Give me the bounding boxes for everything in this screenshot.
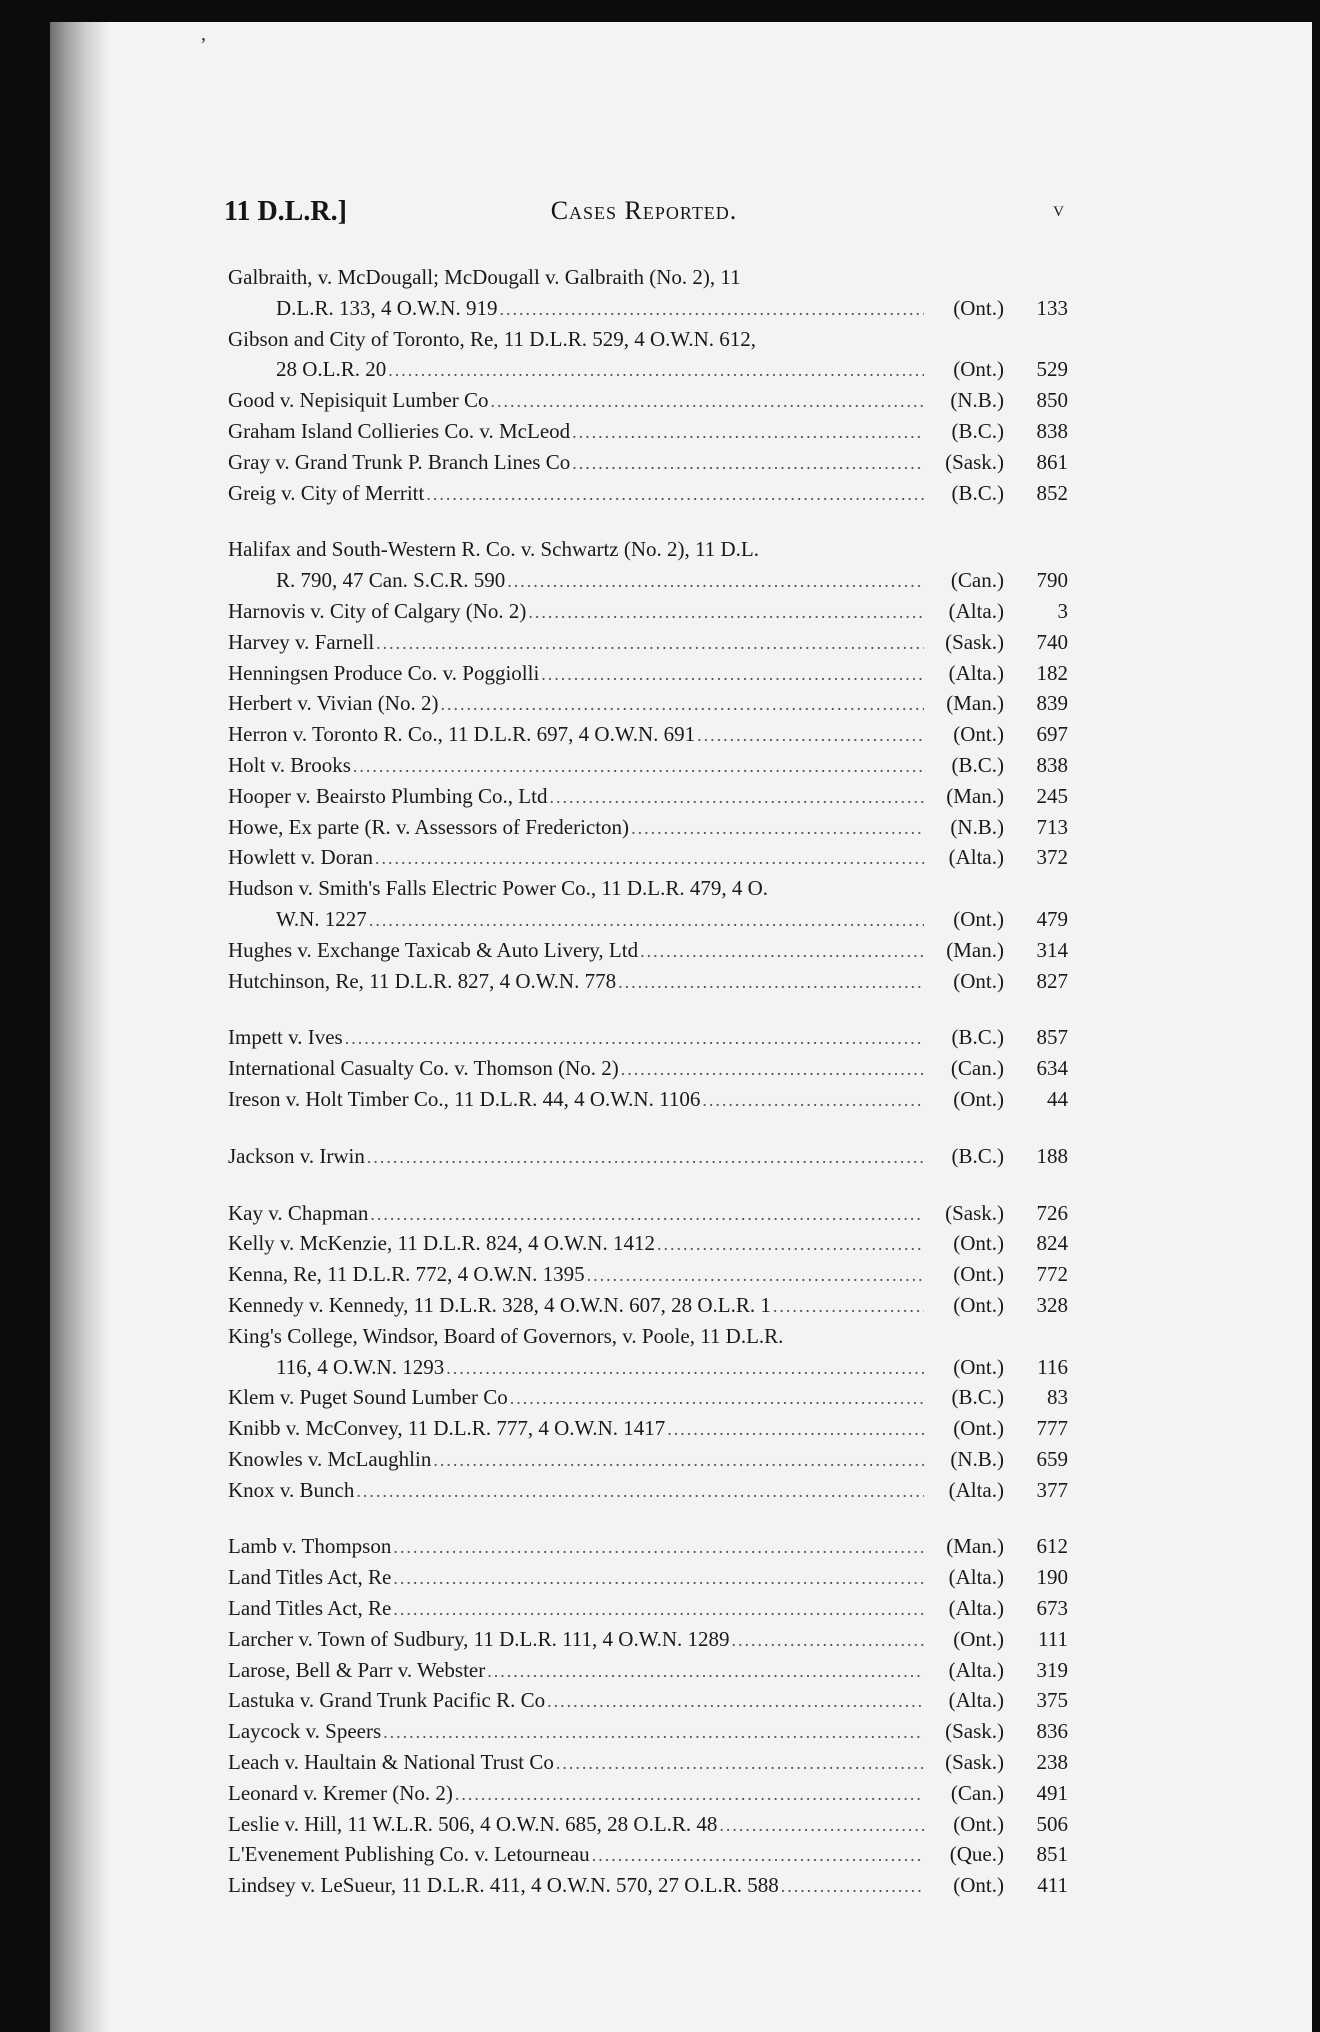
case-name: Impett v. Ives xyxy=(228,1025,343,1050)
dot-leader xyxy=(491,386,924,417)
case-page-number: 111 xyxy=(1038,1626,1068,1651)
case-line xyxy=(228,1778,1068,1809)
dot-leader xyxy=(781,1871,924,1902)
case-entry xyxy=(228,1413,1068,1444)
province: (Ont.) xyxy=(953,1231,1004,1256)
case-name: W.N. 1227 xyxy=(276,906,367,931)
case-page-number: 740 xyxy=(1036,629,1068,654)
case-name: Hooper v. Beairsto Plumbing Co., Ltd xyxy=(228,783,548,808)
province: (Ont.) xyxy=(953,1292,1004,1317)
case-line xyxy=(228,1413,1068,1444)
case-page-number: 852 xyxy=(1036,480,1068,505)
case-line xyxy=(228,627,1068,658)
case-name: R. 790, 47 Can. S.C.R. 590 xyxy=(276,568,506,593)
dot-leader xyxy=(383,1717,924,1748)
case-name: Klem v. Puget Sound Lumber Co xyxy=(228,1385,508,1410)
letter-group xyxy=(228,1022,1068,1114)
case-line xyxy=(228,1531,1068,1562)
case-name: Larcher v. Town of Sudbury, 11 D.L.R. 111, 4 O.W.N. 1289 xyxy=(228,1626,730,1651)
case-entry xyxy=(228,812,1068,843)
case-name: Laycock v. Speers xyxy=(228,1719,382,1744)
case-entry xyxy=(228,781,1068,812)
case-name: Ireson v. Holt Timber Co., 11 D.L.R. 44, 4 O.W.N. 1106 xyxy=(228,1086,701,1111)
dot-leader xyxy=(426,479,924,510)
case-name: 116, 4 O.W.N. 1293 xyxy=(276,1354,445,1379)
case-page-number: 479 xyxy=(1036,906,1068,931)
group-separator xyxy=(228,1115,1068,1141)
case-line xyxy=(228,1809,1068,1840)
case-name: Leonard v. Kremer (No. 2) xyxy=(228,1780,453,1805)
case-name: Lindsey v. LeSueur, 11 D.L.R. 411, 4 O.W.N. 570, 27 O.L.R. 588 xyxy=(228,1873,779,1898)
case-name: Knibb v. McConvey, 11 D.L.R. 777, 4 O.W.N. 1417 xyxy=(228,1416,666,1441)
case-page-number: 634 xyxy=(1036,1056,1068,1081)
case-line xyxy=(228,1475,1068,1506)
case-entry xyxy=(228,1778,1068,1809)
case-entry xyxy=(228,1259,1068,1290)
case-name: Herron v. Toronto R. Co., 11 D.L.R. 697, 4 O.W.N. 691 xyxy=(228,722,696,747)
margin-mark: ’ xyxy=(200,34,207,56)
page-header xyxy=(224,196,1064,230)
case-line xyxy=(228,1382,1068,1413)
province: (B.C.) xyxy=(951,752,1004,777)
case-line xyxy=(228,1562,1068,1593)
province: (N.B.) xyxy=(950,814,1004,839)
case-name: Graham Island Collieries Co. v. McLeod xyxy=(228,418,571,443)
case-name: Gray v. Grand Trunk P. Branch Lines Co xyxy=(228,449,571,474)
case-entry xyxy=(228,1624,1068,1655)
case-name: King's College, Windsor, Board of Governors, v. Poole, 11 D.L.R. xyxy=(228,1323,784,1348)
case-entry xyxy=(228,1562,1068,1593)
case-line xyxy=(228,904,1068,935)
province: (Sask.) xyxy=(945,449,1004,474)
case-page-number: 839 xyxy=(1036,691,1068,716)
letter-group xyxy=(228,534,1068,996)
case-line xyxy=(228,1593,1068,1624)
province: (Alta.) xyxy=(948,1477,1004,1502)
case-entry xyxy=(228,1084,1068,1115)
case-page-number: 790 xyxy=(1036,568,1068,593)
province: (N.B.) xyxy=(950,1446,1004,1471)
case-name: Larose, Bell & Parr v. Webster xyxy=(228,1657,486,1682)
province: (Ont.) xyxy=(953,968,1004,993)
case-page-number: 83 xyxy=(1047,1385,1068,1410)
dot-leader xyxy=(369,905,924,936)
case-page-number: 319 xyxy=(1036,1657,1068,1682)
case-page-number: 411 xyxy=(1037,1873,1068,1898)
case-name: Hughes v. Exchange Taxicab & Auto Livery, Ltd xyxy=(228,937,639,962)
case-page-number: 726 xyxy=(1036,1200,1068,1225)
case-entry xyxy=(228,1685,1068,1716)
case-page-number: 659 xyxy=(1036,1446,1068,1471)
province: (Ont.) xyxy=(953,357,1004,382)
case-name: Herbert v. Vivian (No. 2) xyxy=(228,691,439,716)
case-name: Good v. Nepisiquit Lumber Co xyxy=(228,388,489,413)
case-page-number: 372 xyxy=(1036,845,1068,870)
case-name: Hudson v. Smith's Falls Electric Power Co., 11 D.L.R. 479, 4 O. xyxy=(228,876,769,901)
case-page-number: 838 xyxy=(1036,418,1068,443)
case-line xyxy=(228,812,1068,843)
case-page-number: 836 xyxy=(1036,1719,1068,1744)
case-name: Hutchinson, Re, 11 D.L.R. 827, 4 O.W.N. 778 xyxy=(228,968,617,993)
case-page-number: 851 xyxy=(1036,1842,1068,1867)
dot-leader xyxy=(587,1260,924,1291)
dot-leader xyxy=(499,294,924,325)
province: (Ont.) xyxy=(953,722,1004,747)
case-entry xyxy=(228,873,1068,935)
case-name: Henningsen Produce Co. v. Poggiolli xyxy=(228,660,540,685)
province: (Can.) xyxy=(950,568,1004,593)
province: (Alta.) xyxy=(948,1596,1004,1621)
dot-leader xyxy=(631,813,924,844)
province: (Que.) xyxy=(949,1842,1004,1867)
case-name: L'Evenement Publishing Co. v. Letourneau xyxy=(228,1842,590,1867)
province: (Can.) xyxy=(950,1780,1004,1805)
dot-leader xyxy=(667,1414,924,1445)
case-entry xyxy=(228,627,1068,658)
case-entry xyxy=(228,1022,1068,1053)
province: (Alta.) xyxy=(948,660,1004,685)
case-entry xyxy=(228,1870,1068,1901)
cases-list xyxy=(228,262,1068,1901)
province: (Ont.) xyxy=(953,1262,1004,1287)
dot-leader xyxy=(487,1656,924,1687)
case-entry xyxy=(228,1444,1068,1475)
province: (Ont.) xyxy=(953,295,1004,320)
province: (Ont.) xyxy=(953,1626,1004,1651)
dot-leader xyxy=(507,566,924,597)
dot-leader xyxy=(353,751,924,782)
case-entry xyxy=(228,719,1068,750)
province: (Man.) xyxy=(946,937,1004,962)
case-line xyxy=(228,534,1068,565)
dot-leader xyxy=(773,1291,924,1322)
case-entry xyxy=(228,1655,1068,1686)
case-page-number: 314 xyxy=(1036,937,1068,962)
case-entry xyxy=(228,1809,1068,1840)
case-line xyxy=(228,1228,1068,1259)
case-page-number: 491 xyxy=(1036,1780,1068,1805)
letter-group xyxy=(228,1198,1068,1506)
case-entry xyxy=(228,1716,1068,1747)
case-entry xyxy=(228,1531,1068,1562)
case-entry xyxy=(228,324,1068,386)
case-line xyxy=(228,658,1068,689)
dot-leader xyxy=(697,720,924,751)
case-name: 28 O.L.R. 20 xyxy=(276,357,387,382)
province: (Sask.) xyxy=(945,1719,1004,1744)
case-entry xyxy=(228,416,1068,447)
province: (Alta.) xyxy=(948,598,1004,623)
case-entry xyxy=(228,1198,1068,1229)
case-line xyxy=(228,1685,1068,1716)
province: (B.C.) xyxy=(951,1025,1004,1050)
dot-leader xyxy=(556,1748,924,1779)
case-entry xyxy=(228,750,1068,781)
case-entry xyxy=(228,935,1068,966)
dot-leader xyxy=(510,1383,924,1414)
case-line xyxy=(228,416,1068,447)
case-name: Leach v. Haultain & National Trust Co xyxy=(228,1750,554,1775)
case-line xyxy=(228,1716,1068,1747)
case-page-number: 328 xyxy=(1036,1292,1068,1317)
case-entry xyxy=(228,596,1068,627)
dot-leader xyxy=(618,967,924,998)
case-line xyxy=(228,596,1068,627)
case-line xyxy=(228,842,1068,873)
case-name: Kenna, Re, 11 D.L.R. 772, 4 O.W.N. 1395 xyxy=(228,1262,585,1287)
case-name: Gibson and City of Toronto, Re, 11 D.L.R. 529, 4 O.W.N. 612, xyxy=(228,326,756,351)
province: (Ont.) xyxy=(953,1354,1004,1379)
case-name: Knowles v. McLaughlin xyxy=(228,1446,432,1471)
dot-leader xyxy=(528,597,924,628)
page-title: Cases Reported. xyxy=(550,196,738,225)
case-line xyxy=(228,565,1068,596)
case-name: Kelly v. McKenzie, 11 D.L.R. 824, 4 O.W.N. 1412 xyxy=(228,1231,655,1256)
province: (N.B.) xyxy=(950,388,1004,413)
case-name: Kennedy v. Kennedy, 11 D.L.R. 328, 4 O.W.N. 607, 28 O.L.R. 1 xyxy=(228,1292,771,1317)
case-line xyxy=(228,719,1068,750)
province: (Ont.) xyxy=(953,906,1004,931)
case-entry xyxy=(228,1839,1068,1870)
province: (Alta.) xyxy=(948,1657,1004,1682)
case-entry xyxy=(228,1747,1068,1778)
dot-leader xyxy=(657,1229,924,1260)
dot-leader xyxy=(375,843,924,874)
case-page-number: 188 xyxy=(1036,1143,1068,1168)
dot-leader xyxy=(356,1476,924,1507)
case-name: Lastuka v. Grand Trunk Pacific R. Co xyxy=(228,1688,546,1713)
case-page-number: 861 xyxy=(1036,449,1068,474)
case-page-number: 190 xyxy=(1036,1565,1068,1590)
case-entry xyxy=(228,966,1068,997)
case-line xyxy=(228,873,1068,904)
case-line xyxy=(228,935,1068,966)
dot-leader xyxy=(549,782,924,813)
case-name: Lamb v. Thompson xyxy=(228,1534,392,1559)
case-page-number: 857 xyxy=(1036,1025,1068,1050)
case-page-number: 612 xyxy=(1036,1534,1068,1559)
dot-leader xyxy=(592,1840,924,1871)
case-entry xyxy=(228,534,1068,596)
case-name: Harvey v. Farnell xyxy=(228,629,375,654)
dot-leader xyxy=(367,1142,924,1173)
province: (Can.) xyxy=(950,1056,1004,1081)
case-name: Holt v. Brooks xyxy=(228,752,351,777)
case-entry xyxy=(228,262,1068,324)
dot-leader xyxy=(541,659,924,690)
letter-group xyxy=(228,1141,1068,1172)
case-line xyxy=(228,354,1068,385)
case-line xyxy=(228,688,1068,719)
case-entry xyxy=(228,447,1068,478)
case-entry xyxy=(228,1290,1068,1321)
case-line xyxy=(228,262,1068,293)
case-page-number: 713 xyxy=(1036,814,1068,839)
province: (B.C.) xyxy=(951,1143,1004,1168)
dot-leader xyxy=(393,1594,924,1625)
case-name: D.L.R. 133, 4 O.W.N. 919 xyxy=(276,295,498,320)
province: (Ont.) xyxy=(953,1416,1004,1441)
case-name: Land Titles Act, Re xyxy=(228,1565,392,1590)
province: (Alta.) xyxy=(948,1688,1004,1713)
group-separator xyxy=(228,996,1068,1022)
case-name: Kay v. Chapman xyxy=(228,1200,369,1225)
province: (Man.) xyxy=(946,783,1004,808)
case-entry xyxy=(228,1228,1068,1259)
dot-leader xyxy=(621,1054,924,1085)
case-line xyxy=(228,1839,1068,1870)
dot-leader xyxy=(345,1023,924,1054)
page-number: v xyxy=(1053,196,1064,221)
dot-leader xyxy=(446,1353,924,1384)
case-name: Galbraith, v. McDougall; McDougall v. Galbraith (No. 2), 11 xyxy=(228,265,741,289)
case-line xyxy=(228,385,1068,416)
province: (Ont.) xyxy=(953,1811,1004,1836)
book-binding-shadow xyxy=(50,22,110,2032)
case-page-number: 116 xyxy=(1037,1354,1068,1379)
case-line xyxy=(228,1655,1068,1686)
case-line xyxy=(228,1084,1068,1115)
case-line xyxy=(228,1141,1068,1172)
dot-leader xyxy=(702,1085,924,1116)
case-line xyxy=(228,750,1068,781)
dot-leader xyxy=(719,1810,924,1841)
case-page-number: 772 xyxy=(1036,1262,1068,1287)
dot-leader xyxy=(393,1532,924,1563)
dot-leader xyxy=(393,1563,924,1594)
case-line xyxy=(228,1352,1068,1383)
case-name: Harnovis v. City of Calgary (No. 2) xyxy=(228,598,527,623)
case-line xyxy=(228,1022,1068,1053)
case-entry xyxy=(228,658,1068,689)
case-line xyxy=(228,1290,1068,1321)
case-page-number: 238 xyxy=(1036,1750,1068,1775)
case-line xyxy=(228,1198,1068,1229)
province: (B.C.) xyxy=(951,480,1004,505)
case-page-number: 245 xyxy=(1036,783,1068,808)
case-name: Howe, Ex parte (R. v. Assessors of Fredericton) xyxy=(228,814,630,839)
dot-leader xyxy=(572,448,924,479)
dot-leader xyxy=(376,628,924,659)
case-name: Halifax and South-Western R. Co. v. Schwartz (No. 2), 11 D.L. xyxy=(228,537,759,562)
volume-reference: 11 D.L.R.] xyxy=(224,196,347,227)
letter-group xyxy=(228,262,1068,508)
case-line xyxy=(228,781,1068,812)
case-page-number: 506 xyxy=(1036,1811,1068,1836)
case-page-number: 375 xyxy=(1036,1688,1068,1713)
province: (Sask.) xyxy=(945,629,1004,654)
case-entry xyxy=(228,478,1068,509)
case-line xyxy=(228,1053,1068,1084)
province: (Ont.) xyxy=(953,1873,1004,1898)
group-separator xyxy=(228,1505,1068,1531)
case-page-number: 824 xyxy=(1036,1231,1068,1256)
case-page-number: 44 xyxy=(1047,1086,1068,1111)
case-entry xyxy=(228,1593,1068,1624)
province: (Sask.) xyxy=(945,1750,1004,1775)
case-name: Knox v. Bunch xyxy=(228,1477,355,1502)
province: (Man.) xyxy=(946,1534,1004,1559)
case-name: Leslie v. Hill, 11 W.L.R. 506, 4 O.W.N. 685, 28 O.L.R. 48 xyxy=(228,1811,718,1836)
dot-leader xyxy=(732,1625,925,1656)
case-page-number: 182 xyxy=(1036,660,1068,685)
case-page-number: 3 xyxy=(1057,598,1068,623)
case-entry xyxy=(228,385,1068,416)
group-separator xyxy=(228,508,1068,534)
province: (Man.) xyxy=(946,691,1004,716)
case-page-number: 697 xyxy=(1036,722,1068,747)
province: (B.C.) xyxy=(951,418,1004,443)
dot-leader xyxy=(433,1445,924,1476)
case-name: Land Titles Act, Re xyxy=(228,1596,392,1621)
case-page-number: 838 xyxy=(1036,752,1068,777)
case-page-number: 529 xyxy=(1036,357,1068,382)
dot-leader xyxy=(640,936,924,967)
case-name: Greig v. City of Merritt xyxy=(228,480,425,505)
case-name: International Casualty Co. v. Thomson (No. 2) xyxy=(228,1056,619,1081)
case-line xyxy=(228,966,1068,997)
case-page-number: 673 xyxy=(1036,1596,1068,1621)
case-entry xyxy=(228,688,1068,719)
province: (B.C.) xyxy=(951,1385,1004,1410)
province: (Ont.) xyxy=(953,1086,1004,1111)
case-line xyxy=(228,1870,1068,1901)
case-line xyxy=(228,324,1068,355)
case-page-number: 850 xyxy=(1036,388,1068,413)
dot-leader xyxy=(388,355,924,386)
case-entry xyxy=(228,1141,1068,1172)
province: (Alta.) xyxy=(948,845,1004,870)
case-line xyxy=(228,1259,1068,1290)
case-entry xyxy=(228,1382,1068,1413)
dot-leader xyxy=(455,1779,924,1810)
case-line xyxy=(228,1747,1068,1778)
province: (Alta.) xyxy=(948,1565,1004,1590)
province: (Sask.) xyxy=(945,1200,1004,1225)
dot-leader xyxy=(440,689,924,720)
case-entry xyxy=(228,842,1068,873)
case-page-number: 133 xyxy=(1036,295,1068,320)
case-page-number: 827 xyxy=(1036,968,1068,993)
case-line xyxy=(228,1444,1068,1475)
case-line xyxy=(228,478,1068,509)
case-line xyxy=(228,1624,1068,1655)
case-page-number: 377 xyxy=(1036,1477,1068,1502)
case-line xyxy=(228,1321,1068,1352)
case-line xyxy=(228,447,1068,478)
letter-group xyxy=(228,1531,1068,1901)
case-entry xyxy=(228,1053,1068,1084)
dot-leader xyxy=(547,1686,924,1717)
dot-leader xyxy=(572,417,924,448)
case-name: Jackson v. Irwin xyxy=(228,1143,365,1168)
group-separator xyxy=(228,1172,1068,1198)
case-entry xyxy=(228,1321,1068,1383)
dot-leader xyxy=(370,1199,924,1230)
case-entry xyxy=(228,1475,1068,1506)
case-line xyxy=(228,293,1068,324)
case-page-number: 777 xyxy=(1036,1416,1068,1441)
case-name: Howlett v. Doran xyxy=(228,845,374,870)
